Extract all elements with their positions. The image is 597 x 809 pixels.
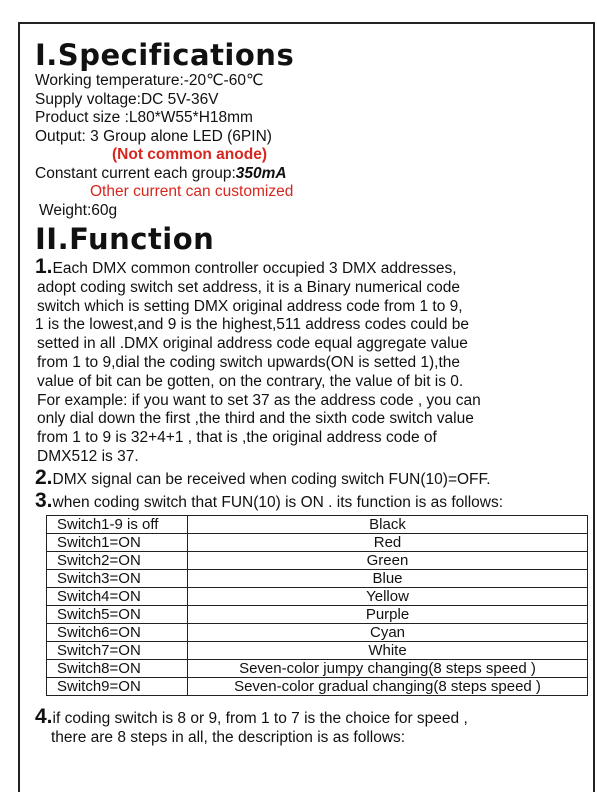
switch-cell: Switch9=ON xyxy=(47,678,188,696)
spec-weight: Weight:60g xyxy=(39,201,118,219)
constant-current-value: 350mA xyxy=(235,164,287,182)
switch-cell: Switch6=ON xyxy=(47,624,188,642)
table-row xyxy=(47,552,588,570)
function-cell: Red xyxy=(188,534,588,552)
item-1-number: 1. xyxy=(35,255,53,278)
table-row xyxy=(47,588,588,606)
spec-supply-voltage: Supply voltage:DC 5V-36V xyxy=(35,90,219,108)
function-cell: Seven-color gradual changing(8 steps speed ) xyxy=(188,678,588,696)
table-row xyxy=(47,606,588,624)
function-item-4 xyxy=(35,705,590,748)
item-1-line: switch which is setting DMX original address code from 1 to 9, xyxy=(37,297,463,315)
item-4-line: there are 8 steps in all, the description is as follows: xyxy=(51,729,406,747)
spec-product-size: Product size :L80*W55*H18mm xyxy=(35,109,253,126)
table-row xyxy=(47,660,588,678)
item-1-line: setted in all .DMX original address code equal aggregate value xyxy=(37,335,468,353)
switch-cell: Switch3=ON xyxy=(47,570,188,588)
item-4-line: if coding switch is 8 or 9, from 1 to 7 is the choice for speed , xyxy=(52,710,468,728)
item-2-number: 2. xyxy=(35,465,53,489)
function-cell: White xyxy=(188,642,588,660)
item-1-line: For example: if you want to set 37 as the address code , you can xyxy=(37,391,481,409)
item-2-text: DMX signal can be received when coding switch FUN(10)=OFF. xyxy=(52,470,491,488)
item-3-number: 3. xyxy=(35,488,53,512)
table-row xyxy=(47,678,588,696)
switch-function-table xyxy=(46,515,588,696)
item-1-line: 1 is the lowest,and 9 is the highest,511 address codes could be xyxy=(35,316,469,334)
function-cell: Black xyxy=(188,516,588,534)
switch-cell: Switch8=ON xyxy=(47,660,188,678)
function-heading: II.Function xyxy=(35,222,215,256)
item-1-line: DMX512 is 37. xyxy=(37,447,139,465)
switch-cell: Switch4=ON xyxy=(47,588,188,606)
item-1-line: from 1 to 9,dial the coding switch upwards(ON is setted 1),the xyxy=(37,353,461,371)
item-1-line: value of bit can be gotten, on the contrary, the value of bit is 0. xyxy=(37,372,464,390)
table-row xyxy=(47,570,588,588)
function-cell: Yellow xyxy=(188,588,588,606)
constant-current-label: Constant current each group: xyxy=(35,164,236,182)
item-3-text: when coding switch that FUN(10) is ON . its function is as follows: xyxy=(52,493,504,511)
switch-cell: Switch1=ON xyxy=(47,534,188,552)
item-1-line: only dial down the first ,the third and the sixth code switch value xyxy=(37,410,474,428)
function-cell: Seven-color jumpy changing(8 steps speed ) xyxy=(188,660,588,678)
item-1-line: Each DMX common controller occupied 3 DMX addresses, xyxy=(52,260,457,277)
table-row xyxy=(47,642,588,660)
spec-constant-current xyxy=(35,165,590,184)
function-item-2 xyxy=(35,465,590,490)
item-1-line: adopt coding switch set address, it is a Binary numerical code xyxy=(37,278,461,296)
switch-cell: Switch7=ON xyxy=(47,642,188,660)
specifications-heading: I.Specifications xyxy=(35,38,295,72)
function-cell: Green xyxy=(188,552,588,570)
function-item-1 xyxy=(35,255,590,467)
function-item-3 xyxy=(35,488,590,513)
table-row xyxy=(47,516,588,534)
table-row xyxy=(47,534,588,552)
spec-other-current: Other current can customized xyxy=(90,183,294,200)
function-cell: Cyan xyxy=(188,624,588,642)
item-1-line: from 1 to 9 is 32+4+1 , that is ,the original address code of xyxy=(37,429,437,447)
switch-cell: Switch5=ON xyxy=(47,606,188,624)
table-row xyxy=(47,624,588,642)
switch-cell: Switch2=ON xyxy=(47,552,188,570)
item-4-number: 4. xyxy=(35,705,53,729)
document-body xyxy=(35,38,590,748)
switch-cell: Switch1-9 is off xyxy=(47,516,188,534)
function-cell: Blue xyxy=(188,570,588,588)
spec-working-temperature: Working temperature:-20℃-60℃ xyxy=(35,72,264,89)
spec-output: Output: 3 Group alone LED (6PIN) xyxy=(35,127,272,145)
spec-not-common-anode: (Not common anode) xyxy=(112,146,267,163)
function-cell: Purple xyxy=(188,606,588,624)
